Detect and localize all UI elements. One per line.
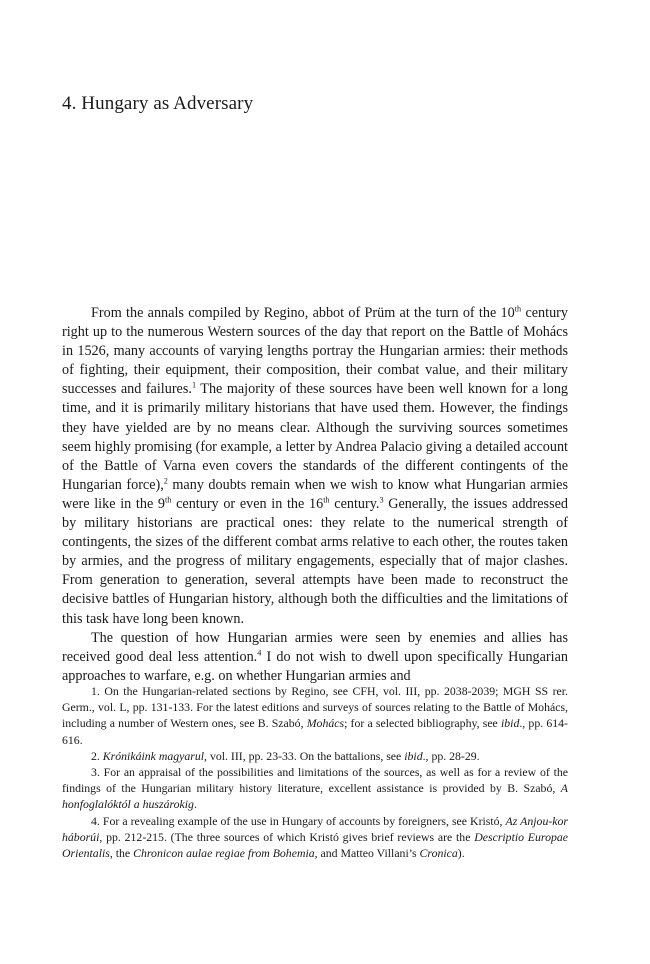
footnote-1 <box>62 683 568 748</box>
footnote-ref-1[interactable]: 1 <box>191 380 197 390</box>
footnote-1-text-a: 1. On the Hungarian-related sections by Regino, see CFH, vol. III, pp. 2038-2039; MGH SS rer. Germ., vol. L, pp. 131-133. For the latest editions and surveys of sources relating to the Battle of Mohács, including a number of Western ones, see B. Szabó, <box>62 684 568 731</box>
footnote-ref-3[interactable]: 3 <box>379 495 384 505</box>
paragraph-1 <box>62 304 568 629</box>
footnote-3-text-b: . <box>193 797 197 812</box>
chapter-title: 4. Hungary as Adversary <box>62 93 254 114</box>
footnote-4-source-2: Chronicon aulae regiae from Bohemia <box>133 846 315 861</box>
footnote-3-title: A honfoglalóktól a huszárokig <box>62 781 568 812</box>
ordinal-suffix: th <box>323 495 330 505</box>
paragraph-1-text-e: century or even in the 16 <box>171 495 324 512</box>
footnote-4-source-1: Descriptio Europae Orientalis <box>62 829 569 861</box>
footnote-1-text-c: ., pp. 614-616. <box>62 716 568 747</box>
footnote-4-source-3: Cronica <box>419 846 458 861</box>
footnote-4-text-d: , and Matteo Villani’s <box>314 846 420 861</box>
paragraph-1-text-b: century right up to the numerous Western sources of the day that report on the Battle of Mohács in 1526, many accounts of varying lengths portray the Hungarian armies: their methods of fighting, their equipment, their composition, their combat value, and their military successes and failures. <box>62 305 568 398</box>
footnote-1-title: Mohács <box>306 716 345 731</box>
paragraph-1-text-c: The majority of these sources have been well known for a long time, and it is primarily military historians that have used them. However, the findings they have yielded are by no means clear. Although the surviving sources sometimes seem highly promising (for example, a letter by Andrea Palacio giving a detailed account of the Battle of Varna even covers the standards of the different contingents of the Hungarian force), <box>62 381 569 493</box>
footnote-4-title: Az Anjou-kor háborúi <box>62 813 569 844</box>
footnote-2-title: Krónikáink magyarul <box>102 748 205 763</box>
footnote-4 <box>62 813 568 862</box>
ordinal-suffix: th <box>165 495 172 505</box>
footnote-4-text-c: , the <box>109 846 134 861</box>
footnote-2-number: 2. <box>91 748 103 763</box>
paragraph-1-text-a: From the annals compiled by Regino, abbot of Prüm at the turn of the 10 <box>91 305 515 321</box>
footnote-ref-4[interactable]: 4 <box>257 647 262 657</box>
footnote-ref-2[interactable]: 2 <box>163 476 168 486</box>
paragraph-1-text-d: many doubts remain when we wish to know what Hungarian armies were like in the 9 <box>62 476 568 512</box>
footnote-3 <box>62 764 568 813</box>
ordinal-suffix: th <box>514 304 522 314</box>
footnote-4-text-e: ). <box>457 846 465 861</box>
paragraph-2-text-a: The question of how Hungarian armies were seen by enemies and allies has received good deal less attention. <box>62 629 568 665</box>
footnote-4-text-b: , pp. 212-215. (The three sources of which Kristó gives brief reviews are the <box>99 829 475 844</box>
footnote-3-text-a: 3. For an appraisal of the possibilities and limitations of the sources, as well as for a review of the findings of the Hungarian military history literature, excellent assistance is provided by B. Szabó, <box>62 765 568 796</box>
footnotes <box>62 683 568 861</box>
footnote-2-ibid: ibid <box>404 748 423 763</box>
paragraph-1-text-g: Generally, the issues addressed by military historians are practical ones: they relate to the numerical strength of contingents, the sizes of the different combat arms relative to each other, the routes taken by armies, and the progress of military engagements, especially that of major clashes. From generation to generation, several attempts have been made to reconstruct the decisive battles of Hungarian history, although both the difficulties and the limitations of this task have long been known. <box>62 495 568 627</box>
footnote-2-text-b: , vol. III, pp. 23-33. On the battalions, see <box>204 748 405 763</box>
paragraph-2-text-b: I do not wish to dwell upon specifically Hungarian approaches to warfare, e.g. on whether Hungarian armies and <box>62 648 568 684</box>
paragraph-2 <box>62 629 568 686</box>
footnote-2 <box>62 748 568 764</box>
footnote-1-text-b: ; for a selected bibliography, see <box>344 716 501 731</box>
footnote-4-text-a: 4. For a revealing example of the use in Hungary of accounts by foreigners, see Kristó, <box>91 813 506 828</box>
main-text <box>62 304 568 686</box>
paragraph-1-text-f: century. <box>329 495 380 512</box>
footnote-2-text-c: ., pp. 28-29. <box>422 748 480 763</box>
footnote-1-ibid: ibid <box>500 716 520 731</box>
